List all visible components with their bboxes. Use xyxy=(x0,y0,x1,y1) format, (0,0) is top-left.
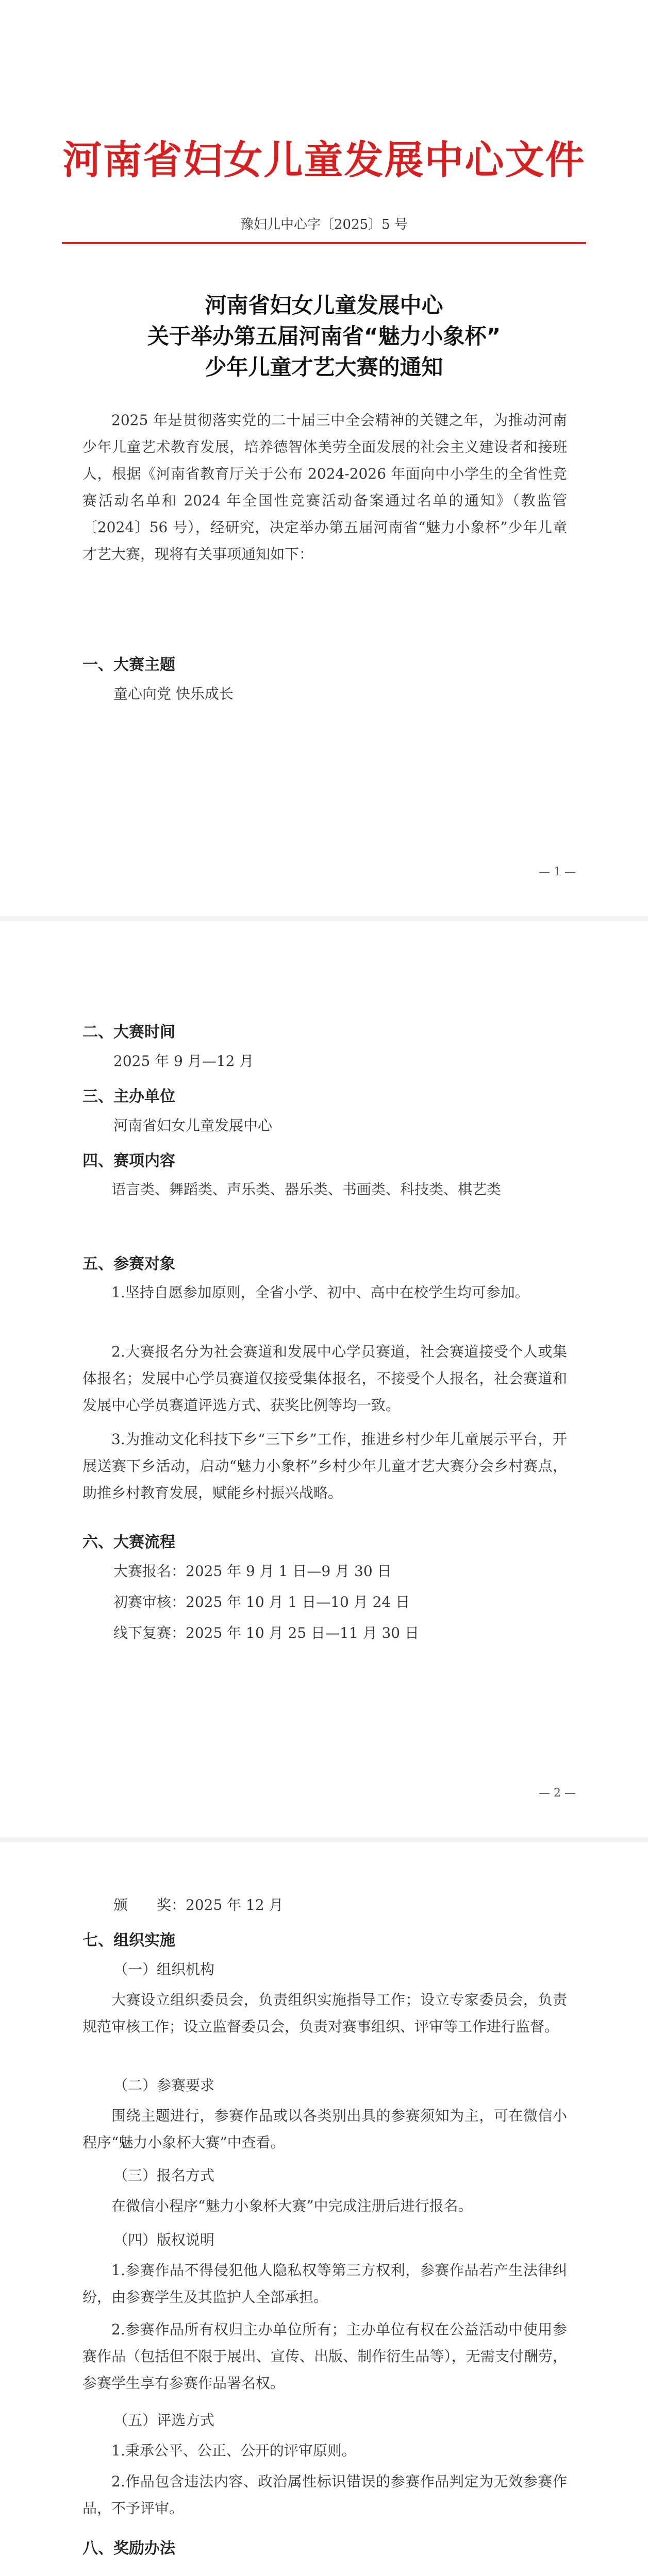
section-3-title: 三、主办单位 xyxy=(82,1088,175,1106)
section-8-title: 八、奖励办法 xyxy=(82,2539,175,2557)
page-number-2: — 2 — xyxy=(539,1787,576,1800)
notice-title-line-3: 少年儿童才艺大赛的通知 xyxy=(205,354,443,380)
section-4-title: 四、赛项内容 xyxy=(82,1152,175,1170)
notice-title-line-1: 河南省妇女儿童发展中心 xyxy=(205,293,443,318)
schedule-offline-final: 线下复赛：2025 年 10 月 25 日—11 月 30 日 xyxy=(113,1624,419,1641)
page-2 xyxy=(0,921,648,1837)
schedule-registration: 大赛报名：2025 年 9 月 1 日—9 月 30 日 xyxy=(113,1563,392,1580)
page-3 xyxy=(0,1842,648,2576)
section-5-item-2: 2.大赛报名分为社会赛道和发展中心学员赛道，社会赛道接受个人或集体报名；发展中心学员赛道仅接受集体报名，不接受个人报名，社会赛道和发展中心学员赛道评选方式、获奖比例等均一致。 xyxy=(82,1343,567,1414)
section-7c-body: 在微信小程序“魅力小象杯大赛”中完成注册后进行报名。 xyxy=(111,2197,473,2214)
section-7e-item-2: 2.作品包含违法内容、政治属性标识错误的参赛作品判定为无效参赛作品，不予评审。 xyxy=(82,2473,567,2517)
section-5-item-3: 3.为推动文化科技下乡“三下乡”工作，推进乡村少年儿童展示平台，开展送赛下乡活动，启动“魅力小象杯”乡村少年儿童才艺大赛分会乡村赛点，助推乡村教育发展，赋能乡村振兴战略。 xyxy=(82,1431,567,1501)
red-divider xyxy=(62,242,586,244)
section-4-body: 语言类、舞蹈类、声乐类、器乐类、书画类、科技类、棋艺类 xyxy=(111,1181,502,1198)
page-number-1: — 1 — xyxy=(539,866,576,878)
section-7b-title: （二）参赛要求 xyxy=(113,2077,215,2094)
intro-paragraph: 2025 年是贯彻落实党的二十届三中全会精神的关键之年，为推动河南少年儿童艺术教育发展，培养德智体美劳全面发展的社会主义建设者和接班人，根据《河南省教育厅关于公布 2024-2026 年面向中小学生的全省性竞赛活动名单和 2024 年全国性竞赛活动备案通过名单的通知》（教监管〔2024〕56 号），经研究，决定举办第五届河南省“魅力小象杯”少年儿童才艺大赛，现将有关事项通知如下： xyxy=(82,412,567,563)
notice-title-line-2: 关于举办第五届河南省“魅力小象杯” xyxy=(147,324,501,349)
schedule-award: 颁 奖：2025 年 12 月 xyxy=(113,1896,284,1913)
document-number: 豫妇儿中心字〔2025〕5 号 xyxy=(240,217,408,232)
section-7c-title: （三）报名方式 xyxy=(113,2167,215,2184)
page-1 xyxy=(0,0,648,916)
section-7d-title: （四）版权说明 xyxy=(113,2231,215,2248)
section-7d-item-2: 2.参赛作品所有权归主办单位所有；主办单位有权在公益活动中使用参赛作品（包括但不限于展出、宣传、出版、制作衍生品等），无需支付酬劳，参赛学生享有参赛作品署名权。 xyxy=(82,2321,567,2392)
section-1-body: 童心向党 快乐成长 xyxy=(113,685,234,702)
section-2-body: 2025 年 9 月—12 月 xyxy=(113,1053,254,1070)
section-7e-item-1: 1.秉承公平、公正、公开的评审原则。 xyxy=(111,2442,356,2459)
document-header-title: 河南省妇女儿童发展中心文件 xyxy=(62,137,586,183)
section-1-title: 一、大赛主题 xyxy=(82,656,175,674)
section-5-item-1: 1.坚持自愿参加原则，全省小学、初中、高中在校学生均可参加。 xyxy=(111,1284,529,1301)
section-3-body: 河南省妇女儿童发展中心 xyxy=(113,1117,273,1134)
schedule-preliminary: 初赛审核：2025 年 10 月 1 日—10 月 24 日 xyxy=(113,1594,410,1611)
section-7a-title: （一）组织机构 xyxy=(113,1961,215,1978)
section-7e-title: （五）评选方式 xyxy=(113,2412,215,2429)
section-7d-item-1: 1.参赛作品不得侵犯他人隐私权等第三方权利，参赛作品若产生法律纠纷，由参赛学生及其监护人全部承担。 xyxy=(82,2262,567,2306)
section-5-title: 五、参赛对象 xyxy=(82,1255,175,1273)
section-7-title: 七、组织实施 xyxy=(82,1931,175,1950)
section-7a-body: 大赛设立组织委员会，负责组织实施指导工作；设立专家委员会，负责规范审核工作；设立监督委员会，负责对赛事组织、评审等工作进行监督。 xyxy=(82,1991,567,2035)
section-6-title: 六、大赛流程 xyxy=(82,1533,175,1551)
section-2-title: 二、大赛时间 xyxy=(82,1023,175,1041)
section-7b-body: 围绕主题进行，参赛作品或以各类别出具的参赛须知为主，可在微信小程序“魅力小象杯大赛”中查看。 xyxy=(82,2107,567,2151)
